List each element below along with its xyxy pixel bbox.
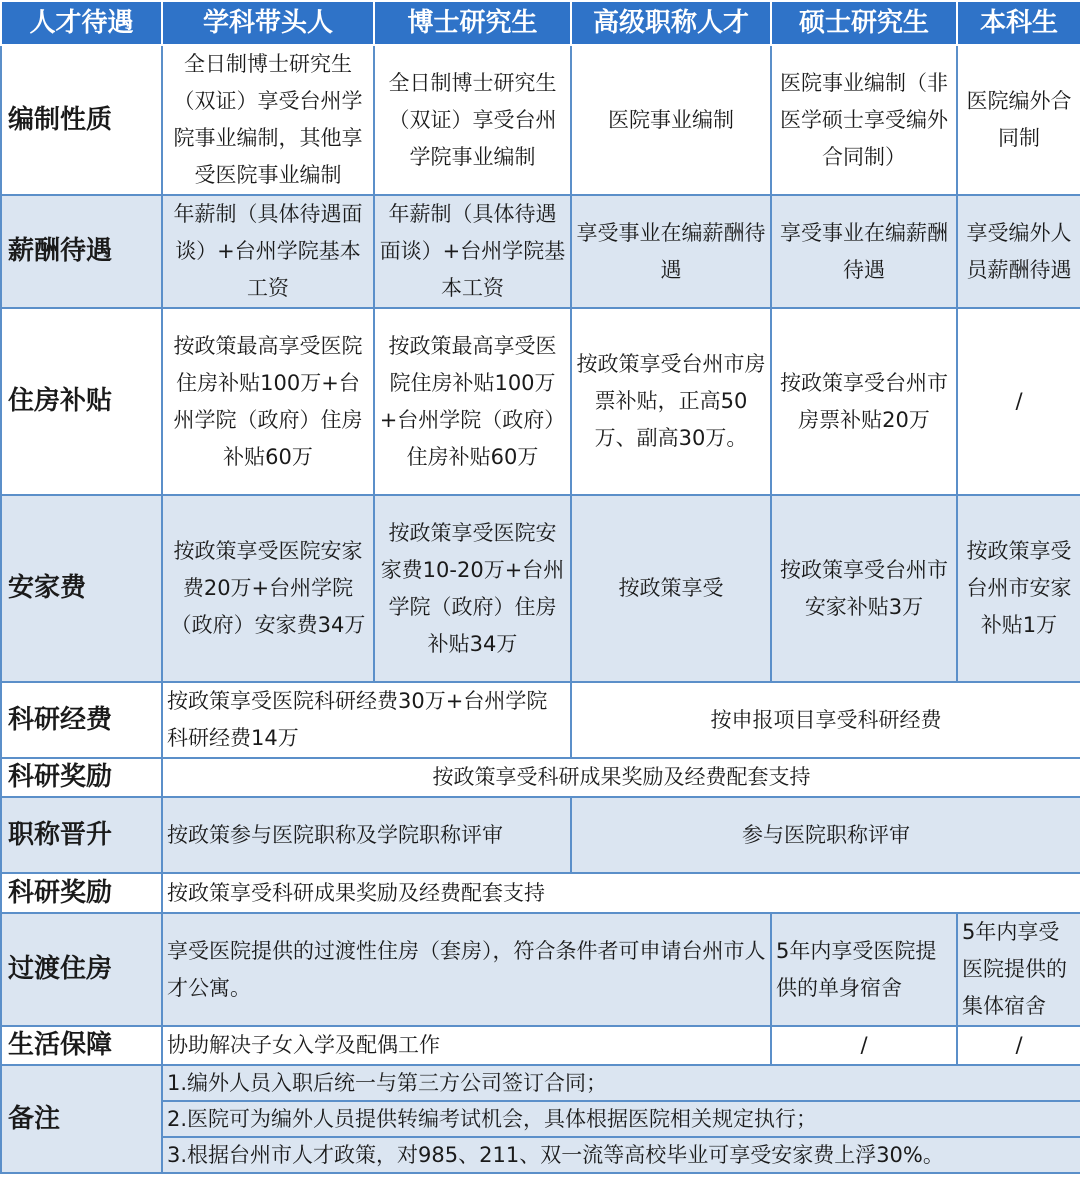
cell-bachelor: / (957, 1026, 1080, 1065)
row-label: 备注 (1, 1065, 162, 1173)
header-bachelor: 本科生 (957, 1, 1080, 45)
row-jingfei (1, 682, 1080, 758)
cell-senior: 医院事业编制 (571, 45, 771, 195)
row-xinchou (1, 195, 1080, 308)
row-anjia (1, 495, 1080, 682)
cell-bachelor: / (957, 308, 1080, 495)
cell-bachelor: 医院编外合同制 (957, 45, 1080, 195)
row-beizhu-1 (1, 1065, 1080, 1101)
row-zhicheng (1, 797, 1080, 873)
cell-phd: 按政策最高享受医院住房补贴100万+台州学院（政府）住房补贴60万 (374, 308, 571, 495)
row-label: 住房补贴 (1, 308, 162, 495)
row-label: 安家费 (1, 495, 162, 682)
row-beizhu-2 (1, 1101, 1080, 1137)
cell-senior: 按政策享受台州市房票补贴，正高50万、副高30万。 (571, 308, 771, 495)
cell-leader: 按政策享受医院安家费20万+台州学院（政府）安家费34万 (162, 495, 374, 682)
cell-others: 按申报项目享受科研经费 (571, 682, 1080, 758)
header-master: 硕士研究生 (771, 1, 957, 45)
cell-others: 参与医院职称评审 (571, 797, 1080, 873)
header-discipline-leader: 学科带头人 (162, 1, 374, 45)
row-bianzhi (1, 45, 1080, 195)
cell-leader-phd: 按政策参与医院职称及学院职称评审 (162, 797, 571, 873)
cell-leader-phd: 按政策享受医院科研经费30万+台州学院科研经费14万 (162, 682, 571, 758)
cell-bachelor: 按政策享受台州市安家补贴1万 (957, 495, 1080, 682)
cell-master: 5年内享受医院提供的单身宿舍 (771, 913, 957, 1026)
row-label: 生活保障 (1, 1026, 162, 1065)
cell-all: 按政策享受科研成果奖励及经费配套支持 (162, 873, 1080, 913)
cell-leader: 全日制博士研究生（双证）享受台州学院事业编制，其他享受医院事业编制 (162, 45, 374, 195)
cell-senior: 享受事业在编薪酬待遇 (571, 195, 771, 308)
cell-leader-phd-senior: 协助解决子女入学及配偶工作 (162, 1026, 771, 1065)
cell-bachelor: 5年内享受医院提供的集体宿舍 (957, 913, 1080, 1026)
cell-master: 医院事业编制（非医学硕士享受编外合同制） (771, 45, 957, 195)
cell-leader: 按政策最高享受医院住房补贴100万+台州学院（政府）住房补贴60万 (162, 308, 374, 495)
header-category: 人才待遇 (1, 1, 162, 45)
header-row (1, 1, 1080, 45)
row-beizhu-3 (1, 1137, 1080, 1173)
row-shenghuo (1, 1026, 1080, 1065)
note-item: 3.根据台州市人才政策，对985、211、双一流等高校毕业可享受安家费上浮30%。 (162, 1137, 1080, 1173)
cell-leader-phd-senior: 享受医院提供的过渡性住房（套房），符合条件者可申请台州市人才公寓。 (162, 913, 771, 1026)
header-phd: 博士研究生 (374, 1, 571, 45)
header-senior-title: 高级职称人才 (571, 1, 771, 45)
cell-leader: 年薪制（具体待遇面谈）+台州学院基本工资 (162, 195, 374, 308)
cell-all: 按政策享受科研成果奖励及经费配套支持 (162, 758, 1080, 797)
cell-senior: 按政策享受 (571, 495, 771, 682)
row-label: 科研奖励 (1, 758, 162, 797)
row-label: 编制性质 (1, 45, 162, 195)
row-label: 过渡住房 (1, 913, 162, 1026)
cell-phd: 年薪制（具体待遇面谈）+台州学院基本工资 (374, 195, 571, 308)
row-label: 科研奖励 (1, 873, 162, 913)
row-jiangli-1 (1, 758, 1080, 797)
row-label: 科研经费 (1, 682, 162, 758)
cell-bachelor: 享受编外人员薪酬待遇 (957, 195, 1080, 308)
note-item: 2.医院可为编外人员提供转编考试机会，具体根据医院相关规定执行； (162, 1101, 1080, 1137)
note-item: 1.编外人员入职后统一与第三方公司签订合同； (162, 1065, 1080, 1101)
row-jiangli-2 (1, 873, 1080, 913)
row-guodu (1, 913, 1080, 1026)
cell-phd: 按政策享受医院安家费10-20万+台州学院（政府）住房补贴34万 (374, 495, 571, 682)
cell-phd: 全日制博士研究生（双证）享受台州学院事业编制 (374, 45, 571, 195)
cell-master: 按政策享受台州市房票补贴20万 (771, 308, 957, 495)
cell-master: 享受事业在编薪酬待遇 (771, 195, 957, 308)
row-label: 薪酬待遇 (1, 195, 162, 308)
row-label: 职称晋升 (1, 797, 162, 873)
row-zhufang (1, 308, 1080, 495)
cell-master: 按政策享受台州市安家补贴3万 (771, 495, 957, 682)
cell-master: / (771, 1026, 957, 1065)
